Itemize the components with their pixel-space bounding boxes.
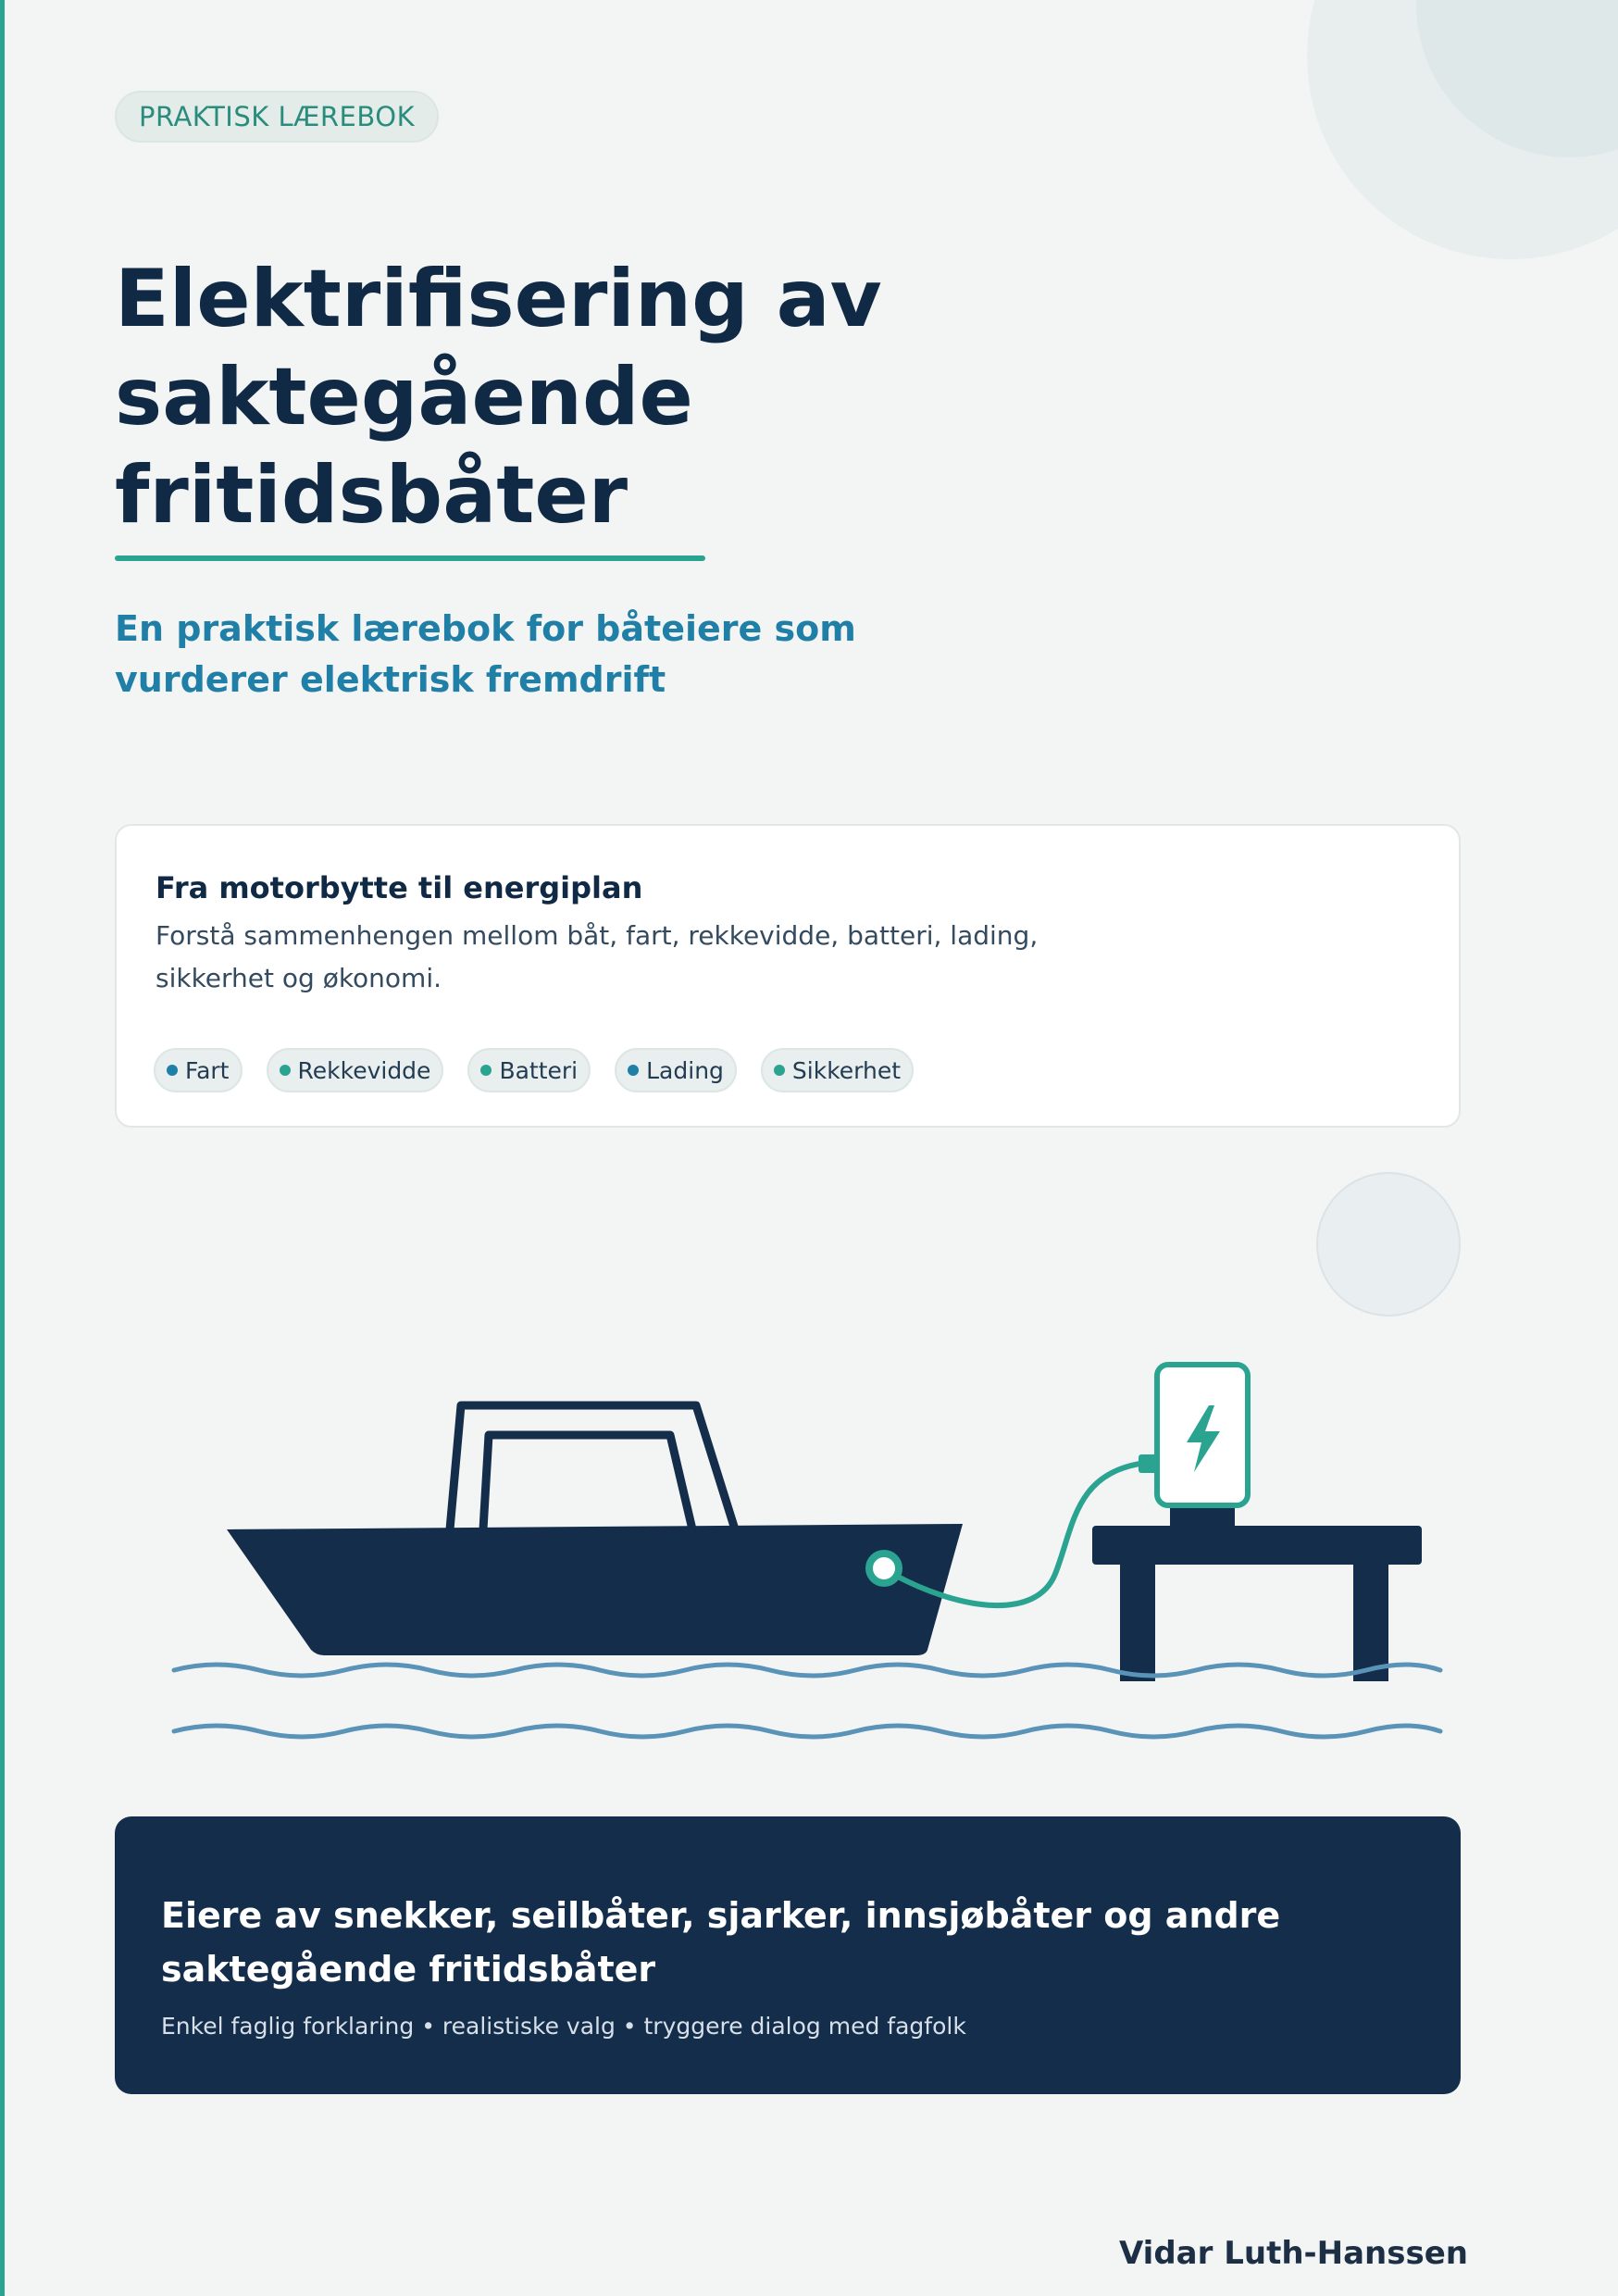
chip-dot-icon [480,1065,492,1076]
topic-chip-label: Lading [646,1056,724,1084]
title-underline [115,555,705,561]
info-card-body [156,915,1174,1000]
boat-charging-illustration [0,1296,1618,1778]
info-card-body-line: sikkerhet og økonomi. [156,963,442,993]
eyebrow-badge: PRAKTISK LÆREBOK [115,91,439,143]
audience-banner [115,1816,1461,2094]
audience-banner-subtitle: Enkel faglig forklaring • realistiske valg • tryggere dialog med fagfolk [161,2013,966,2040]
topic-chip-label: Batteri [499,1056,579,1084]
info-card-body-line: Forstå sammenhengen mellom båt, fart, rekkevidde, batteri, lading, [156,920,1039,951]
info-card [115,824,1461,1128]
info-card-title: Fra motorbytte til energiplan [156,870,643,905]
book-subtitle-line: En praktisk lærebok for båteiere som [115,608,856,649]
pier-icon [1092,1526,1422,1681]
waves-icon [174,1665,1440,1737]
chip-dot-icon [280,1065,291,1076]
topic-chip-fart [154,1048,243,1092]
chip-dot-icon [628,1065,639,1076]
left-accent-rule [0,0,5,2296]
decorative-circle [1316,1172,1461,1316]
topic-chip-rekkevidde [267,1048,444,1092]
book-subtitle [115,604,948,705]
charging-port-icon [869,1554,899,1583]
book-title-line: Elektrifisering av [115,253,882,345]
charger-icon [1157,1365,1248,1528]
author-name: Vidar Luth-Hanssen [1118,2235,1468,2272]
boat-icon [227,1524,963,1655]
audience-banner-title [161,1889,1364,1996]
topic-chip-label: Sikkerhet [791,1056,902,1084]
book-title-line: fritidsbåter [115,449,629,542]
book-subtitle-line: vurderer elektrisk fremdrift [115,659,666,700]
boat-cabin-icon [450,1405,735,1529]
book-title-line: saktegående [115,351,693,443]
chip-dot-icon [774,1065,785,1076]
audience-banner-title-line: Eiere av snekker, seilbåter, sjarker, innsjøbåter og andre [161,1895,1281,1936]
topic-chip-sikkerhet [761,1048,914,1092]
topic-chip-label: Rekkevidde [297,1056,431,1084]
topic-chip-lading [615,1048,737,1092]
topic-chip-label: Fart [185,1056,230,1084]
topic-chips [154,1048,914,1092]
audience-banner-title-line: saktegående fritidsbåter [161,1949,656,1990]
chip-dot-icon [167,1065,178,1076]
book-title [115,250,948,544]
topic-chip-batteri [467,1048,591,1092]
